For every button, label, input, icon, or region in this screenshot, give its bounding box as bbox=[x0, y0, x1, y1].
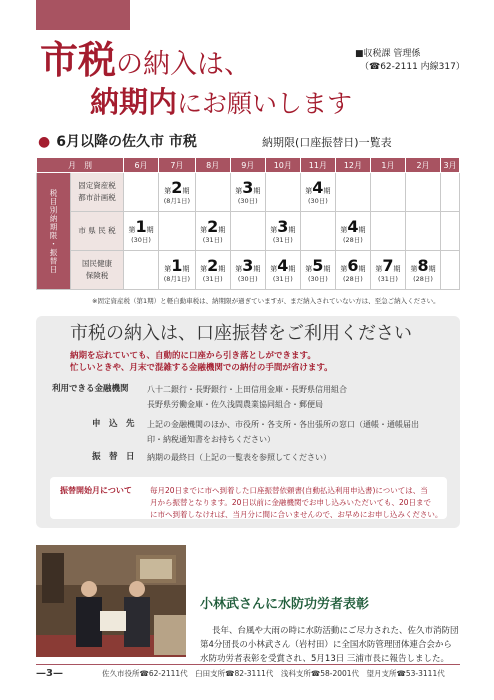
tax-category-line: 固定資産税 bbox=[78, 181, 116, 190]
tax-category bbox=[71, 212, 124, 251]
schedule-cell bbox=[441, 251, 460, 290]
schedule-cell bbox=[405, 251, 440, 290]
term-number: 2 bbox=[207, 217, 219, 236]
term-prefix: 第 bbox=[305, 265, 313, 273]
transfer-title: 市税の納入は、口座振替をご利用ください bbox=[70, 323, 412, 344]
term-date: (30日) bbox=[237, 275, 258, 283]
schedule-cell bbox=[195, 251, 230, 290]
schedule-cell bbox=[195, 212, 230, 251]
schedule-cell bbox=[159, 212, 196, 251]
term-number: 7 bbox=[382, 256, 394, 275]
term-suffix: 期 bbox=[182, 265, 190, 273]
term-suffix: 期 bbox=[288, 226, 296, 234]
term-suffix: 期 bbox=[323, 187, 331, 195]
schedule-cell bbox=[335, 173, 370, 212]
award-body-line: 水防功労者表彰を受賞され、5月13日 三浦市長に報告しました。 bbox=[200, 654, 449, 664]
month-header: 10月 bbox=[265, 158, 300, 173]
tax-category bbox=[71, 173, 124, 212]
term-date: (31日) bbox=[202, 275, 223, 283]
headline-text-1: の納入は、 bbox=[116, 49, 252, 80]
footer-contacts: 佐久市役所☎62-2111代 臼田支所☎82-3111代 浅科支所☎58-2001代 望月支所☎53-3111代 bbox=[102, 669, 445, 678]
schedule-cell bbox=[195, 173, 230, 212]
schedule-cell bbox=[335, 212, 370, 251]
term-suffix: 期 bbox=[323, 265, 331, 273]
term-number: 4 bbox=[347, 217, 359, 236]
schedule-side-label: 税目別納期限・振替日 bbox=[37, 173, 71, 290]
schedule-cell bbox=[230, 251, 265, 290]
term-suffix: 期 bbox=[393, 265, 401, 273]
section-title-text: 6月以降の佐久市 市税 bbox=[56, 134, 197, 150]
schedule-cell bbox=[405, 212, 440, 251]
schedule-cell bbox=[230, 212, 265, 251]
date-label: 振 替 日 bbox=[92, 452, 135, 462]
term-prefix: 第 bbox=[235, 187, 243, 195]
schedule-cell bbox=[230, 173, 265, 212]
term-suffix: 期 bbox=[146, 226, 154, 234]
banks-line-2: 長野県労働金庫・佐久浅間農業協同組合・郵便局 bbox=[147, 400, 323, 409]
term-date: (31日) bbox=[272, 275, 293, 283]
term-number: 6 bbox=[347, 256, 359, 275]
banks-label: 利用できる金融機関 bbox=[52, 384, 129, 394]
headline-text-2: にお願いします bbox=[177, 89, 353, 118]
term-date: (31日) bbox=[378, 275, 398, 283]
schedule-header-row bbox=[37, 158, 460, 173]
notice-line-3: に市へ到着しなければ、当月分に間に合いませんので、お早めにお申し込みください。 bbox=[150, 510, 443, 519]
term-number: 1 bbox=[171, 256, 183, 275]
term-mark bbox=[375, 256, 401, 275]
term-prefix: 第 bbox=[164, 187, 172, 195]
term-mark bbox=[305, 178, 331, 197]
term-mark bbox=[164, 256, 190, 275]
apply-line-1: 上記の金融機関のほか、市役所・各支所・各出張所の窓口（通帳・通帳届出 bbox=[147, 420, 419, 429]
term-number: 8 bbox=[417, 256, 429, 275]
term-prefix: 第 bbox=[235, 265, 243, 273]
bullet-dot-icon: ● bbox=[38, 134, 51, 150]
term-mark bbox=[410, 256, 436, 275]
schedule-cell bbox=[300, 251, 335, 290]
month-header: 8月 bbox=[195, 158, 230, 173]
footer-rule bbox=[36, 664, 460, 665]
month-header: 2月 bbox=[405, 158, 440, 173]
headline-keyword-2: 納期内 bbox=[90, 85, 178, 119]
schedule-cell bbox=[265, 173, 300, 212]
term-suffix: 期 bbox=[253, 265, 261, 273]
term-suffix: 期 bbox=[428, 265, 436, 273]
term-suffix: 期 bbox=[253, 187, 261, 195]
term-mark bbox=[128, 217, 154, 236]
contact-department: ■収税課 管理係 bbox=[355, 49, 421, 59]
award-body-line: 第4分団長の小林武さん（岩村田）に全国水防管理団体連合会から bbox=[200, 640, 452, 650]
headline-keyword-1: 市税 bbox=[40, 37, 117, 82]
month-header: 11月 bbox=[300, 158, 335, 173]
schedule-cell bbox=[159, 251, 196, 290]
transfer-lead-2: 忙しいときや、月末で混雑する金融機関での納付の手間が省けます。 bbox=[70, 363, 333, 373]
term-number: 2 bbox=[207, 256, 219, 275]
month-header: 1月 bbox=[370, 158, 405, 173]
term-mark bbox=[200, 256, 226, 275]
term-mark bbox=[270, 256, 296, 275]
schedule-cell bbox=[441, 173, 460, 212]
banks-line-1: 八十二銀行・長野銀行・上田信用金庫・長野県信用組合 bbox=[147, 385, 347, 394]
schedule-cell bbox=[370, 212, 405, 251]
term-number: 4 bbox=[277, 256, 289, 275]
term-prefix: 第 bbox=[200, 226, 208, 234]
award-photo-illustration bbox=[36, 545, 186, 657]
term-number: 3 bbox=[277, 217, 289, 236]
term-date: (30日) bbox=[131, 236, 151, 244]
term-number: 1 bbox=[135, 217, 147, 236]
term-suffix: 期 bbox=[358, 226, 366, 234]
term-prefix: 第 bbox=[305, 187, 313, 195]
notice-label: 振替開始月について bbox=[60, 486, 132, 495]
term-date: (30日) bbox=[307, 197, 328, 205]
term-date: (28日) bbox=[342, 275, 363, 283]
term-mark bbox=[270, 217, 296, 236]
term-prefix: 第 bbox=[164, 265, 172, 273]
term-date: (31日) bbox=[272, 236, 293, 244]
term-prefix: 第 bbox=[375, 265, 383, 273]
term-mark bbox=[305, 256, 331, 275]
schedule-cell bbox=[335, 251, 370, 290]
term-mark bbox=[340, 217, 366, 236]
term-mark bbox=[235, 178, 261, 197]
term-date: (8月1日) bbox=[163, 275, 191, 283]
term-date: (30日) bbox=[307, 275, 328, 283]
apply-line-2: 印・納税通知書をお持ちください） bbox=[147, 435, 275, 444]
term-date: (28日) bbox=[342, 236, 363, 244]
schedule-cell bbox=[300, 173, 335, 212]
schedule-cell bbox=[441, 212, 460, 251]
tax-category-line: 市 県 民 税 bbox=[78, 226, 116, 235]
term-suffix: 期 bbox=[218, 226, 226, 234]
term-mark bbox=[340, 256, 366, 275]
schedule-cell bbox=[265, 212, 300, 251]
schedule-cell bbox=[124, 212, 159, 251]
term-prefix: 第 bbox=[410, 265, 418, 273]
term-prefix: 第 bbox=[200, 265, 208, 273]
term-number: 5 bbox=[312, 256, 324, 275]
term-number: 4 bbox=[312, 178, 324, 197]
term-prefix: 第 bbox=[270, 265, 278, 273]
term-prefix: 第 bbox=[340, 265, 348, 273]
section-subtitle: 納期限(口座振替日)一覧表 bbox=[262, 136, 392, 149]
award-photo bbox=[36, 545, 186, 657]
term-number: 3 bbox=[242, 178, 254, 197]
tax-category-line: 国民健康 bbox=[82, 259, 112, 268]
award-title: 小林武さんに水防功労者表彰 bbox=[200, 597, 370, 612]
top-accent-block bbox=[36, 0, 130, 30]
schedule-cell bbox=[265, 251, 300, 290]
tax-category bbox=[71, 251, 124, 290]
date-value: 納期の最終日（上記の一覧表を参照してください） bbox=[147, 453, 331, 462]
section-title bbox=[38, 133, 197, 151]
headline-line-2 bbox=[90, 86, 352, 120]
term-mark bbox=[200, 217, 226, 236]
tax-category-line: 都市計画税 bbox=[78, 193, 116, 202]
apply-label: 申 込 先 bbox=[92, 419, 135, 429]
schedule-table bbox=[36, 157, 460, 290]
notice-line-1: 毎月20日までに市へ到着した口座振替依頼書(自動払込利用申込書)については、当 bbox=[150, 486, 428, 495]
contact-tel: （☎62-2111 内線317） bbox=[360, 62, 465, 72]
schedule-row-resident bbox=[37, 212, 460, 251]
month-header: 12月 bbox=[335, 158, 370, 173]
schedule-cell bbox=[405, 173, 440, 212]
page-number: —3— bbox=[36, 668, 63, 679]
term-suffix: 期 bbox=[182, 187, 190, 195]
schedule-cell bbox=[159, 173, 196, 212]
schedule-row-fixed-asset bbox=[37, 173, 460, 212]
term-mark bbox=[164, 178, 190, 197]
headline-line-1 bbox=[40, 37, 252, 85]
notice-line-2: 月から振替となります。20日以前に金融機関でお申し込みいただいても、20日まで bbox=[150, 498, 431, 507]
term-suffix: 期 bbox=[288, 265, 296, 273]
term-mark bbox=[235, 256, 261, 275]
schedule-cell bbox=[124, 173, 159, 212]
term-prefix: 第 bbox=[340, 226, 348, 234]
term-date: (31日) bbox=[202, 236, 223, 244]
transfer-lead-1: 納期を忘れていても、自動的に口座から引き落としができます。 bbox=[70, 351, 316, 361]
tax-category-line: 保険税 bbox=[85, 271, 109, 280]
term-suffix: 期 bbox=[358, 265, 366, 273]
schedule-cell bbox=[370, 251, 405, 290]
award-body-line: 長年、台風や大雨の時に水防活動にご尽力された、佐久市消防団 bbox=[212, 626, 459, 636]
term-date: (30日) bbox=[237, 197, 258, 205]
schedule-row-health bbox=[37, 251, 460, 290]
term-prefix: 第 bbox=[128, 226, 136, 234]
month-header: 3月 bbox=[441, 158, 460, 173]
term-date: (8月1日) bbox=[163, 197, 191, 205]
month-header: 7月 bbox=[159, 158, 196, 173]
month-header: 6月 bbox=[124, 158, 159, 173]
term-number: 3 bbox=[242, 256, 254, 275]
month-header: 9月 bbox=[230, 158, 265, 173]
term-prefix: 第 bbox=[270, 226, 278, 234]
term-date: (28日) bbox=[413, 275, 433, 283]
schedule-cell bbox=[370, 173, 405, 212]
term-number: 2 bbox=[171, 178, 183, 197]
schedule-cell bbox=[124, 251, 159, 290]
schedule-corner-header: 月 別 bbox=[37, 158, 124, 173]
table-note: ※固定資産税（第1期）と軽自動車税は、納期限が過ぎていますが、まだ納入されていない方は、至急ご納入ください。 bbox=[92, 297, 440, 305]
term-suffix: 期 bbox=[218, 265, 226, 273]
schedule-cell bbox=[300, 212, 335, 251]
